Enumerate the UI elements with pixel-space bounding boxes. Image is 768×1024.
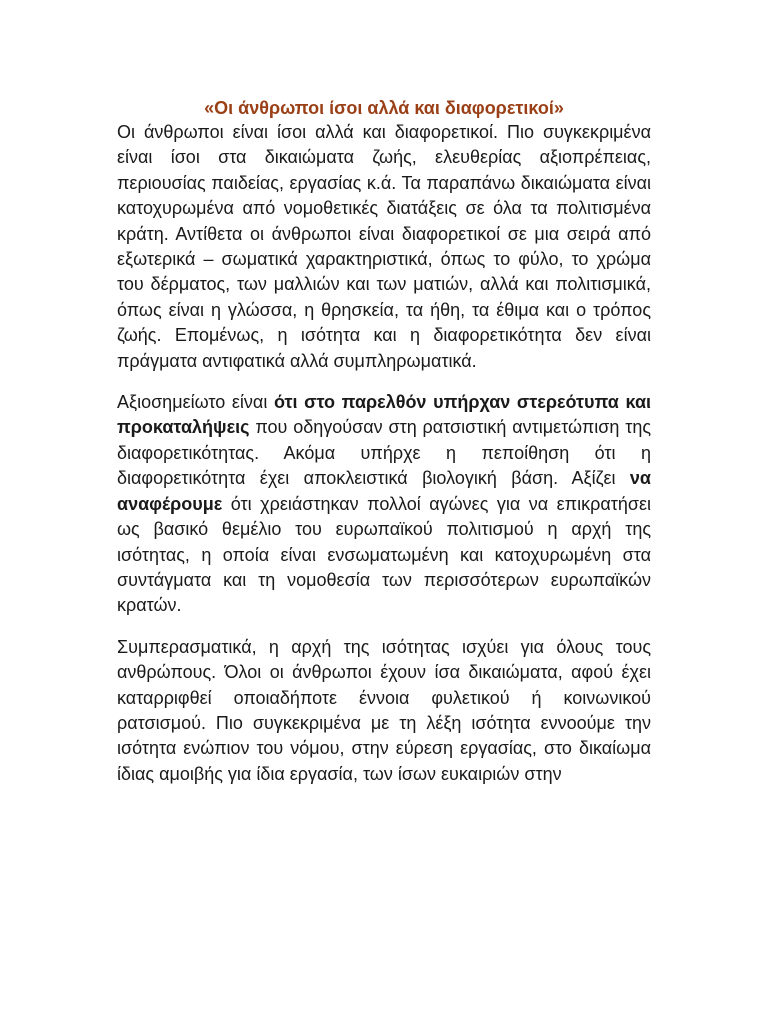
paragraph-2-text-part-3: ότι χρειάστηκαν πολλοί αγώνες για να επικρατήσει ως βασικό θεμέλιο του ευρωπαϊκού πολιτισμού η αρχή της ισότητας, η οποία είναι ενσωματωμένη και κατοχυρωμένη στα συντάγματα και τη νομοθεσία των περισσότερων ευρωπαϊκών κρατών. [117, 493, 651, 616]
document-title: «Οι άνθρωποι ίσοι αλλά και διαφορετικοί» [204, 98, 564, 118]
paragraph-3 [117, 635, 651, 787]
paragraph-2 [117, 390, 651, 619]
paragraph-2-text-part-1: Αξιοσημείωτο είναι [117, 392, 274, 413]
document-page [117, 96, 651, 787]
paragraph-1-text: Οι άνθρωποι είναι ίσοι αλλά και διαφορετικοί. Πιο συγκεκριμένα είναι ίσοι στα δικαιώματα ζωής, ελευθερίας αξιοπρέπειας, περιουσίας παιδείας, εργασίας κ.ά. Τα παραπάνω δικαιώματα είναι κατοχυρωμένα από νομοθετικές διατάξεις σε όλα τα πολιτισμένα κράτη. Αντίθετα οι άνθρωποι είναι διαφορετικοί σε μια σειρά από εξωτερικά – σωματικά χαρακτηριστικά, όπως το φύλο, το χρώμα του δέρματος, των μαλλιών και των ματιών, αλλά και πολιτισμικά, όπως είναι η γλώσσα, η θρησκεία, τα ήθη, τα έθιμα και ο τρόπος ζωής. Επομένως, η ισότητα και η διαφορετικότητα δεν είναι πράγματα αντιφατικά αλλά συμπληρωματικά. [117, 122, 651, 371]
paragraph-2-bold-1: ότι στο παρελθόν υπήρχαν στερεότυπα και προκαταλήψεις [117, 392, 652, 438]
paragraph-1 [117, 120, 651, 374]
paragraph-2-bold-2: να αναφέρουμε [117, 468, 651, 514]
paragraph-3-text: Συμπερασματικά, η αρχή της ισότητας ισχύει για όλους τους ανθρώπους. Όλοι οι άνθρωποι έχουν ίσα δικαιώματα, αφού έχει καταρριφθεί οποιαδήποτε έννοια φυλετικού ή κοινωνικού ρατσισμού. Πιο συγκεκριμένα με τη λέξη ισότητα εννοούμε την ισότητα ενώπιον του νόμου, στην εύρεση εργασίας, στο δικαίωμα ίδιας αμοιβής για ίδια εργασία, των ίσων ευκαιριών στην [117, 636, 651, 784]
paragraph-2-text-part-2: που οδηγούσαν στη ρατσιστική αντιμετώπιση της διαφορετικότητας. Ακόμα υπήρχε η πεποίθηση ότι η διαφορετικότητα έχει αποκλειστικά βιολογική βάση. Αξίζει [117, 417, 651, 489]
